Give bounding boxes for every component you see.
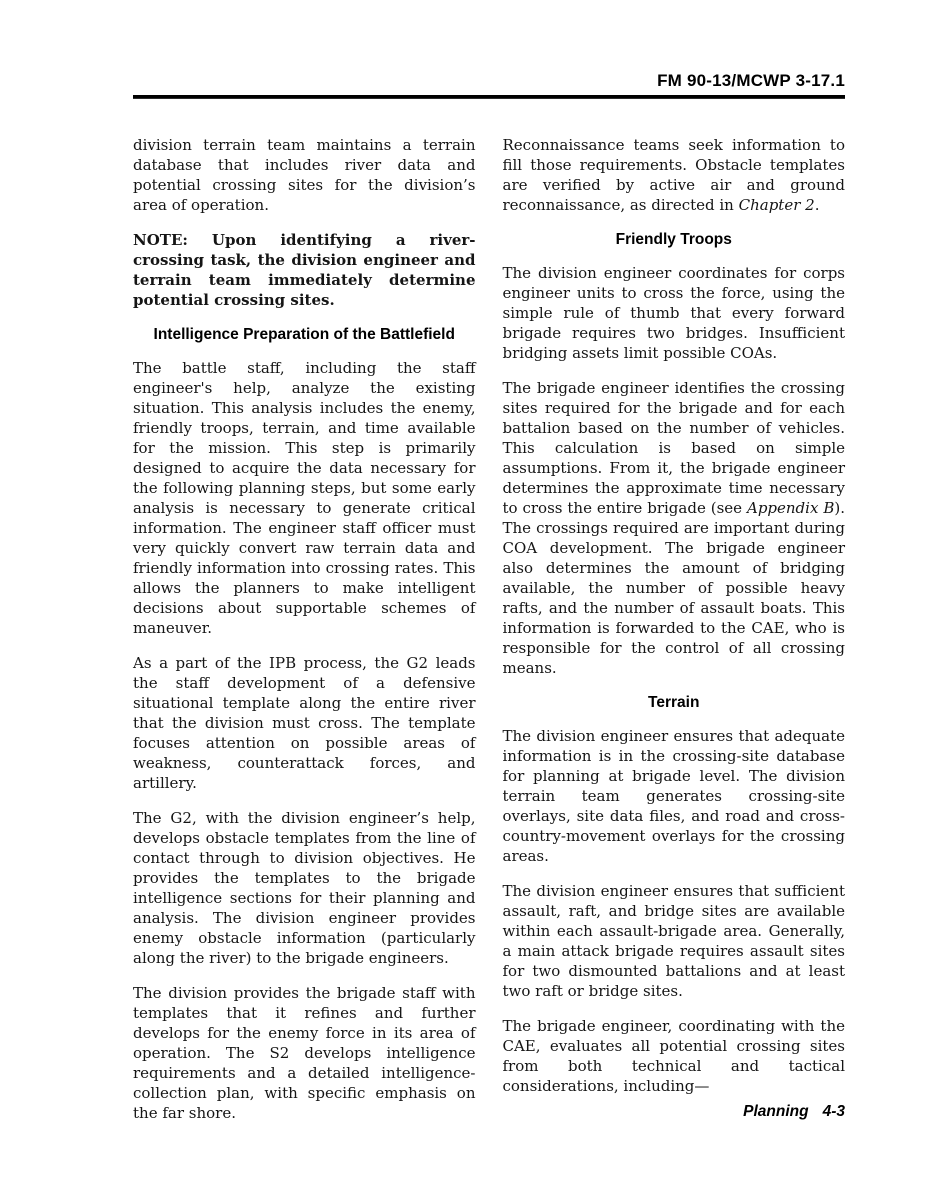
paragraph-text: .	[814, 196, 820, 214]
paragraph-reconnaissance	[503, 135, 846, 215]
note-label: NOTE:	[133, 231, 188, 249]
page-header	[133, 71, 845, 99]
note-text: Upon identifying a river-crossing task, the division engineer and terrain team immediately determine potential crossing sites.	[133, 231, 476, 309]
section-heading-terrain: Terrain	[648, 694, 700, 711]
paragraph-text: Reconnaissance teams seek information to fill those requirements. Obstacle templates are verified by active air and ground reconnaissance, as directed in	[502, 136, 845, 214]
page-footer	[743, 1103, 845, 1121]
header-rule	[133, 95, 845, 99]
paragraph-brigade-engineer	[503, 378, 846, 678]
section-heading-ipb: Intelligence Preparation of the Battlefield	[153, 326, 455, 343]
section-heading-friendly-troops: Friendly Troops	[615, 231, 732, 248]
paragraph-evaluates-sites: The brigade engineer, coordinating with the CAE, evaluates all potential crossing sites from both technical and tactical considerations, including—	[502, 1017, 845, 1095]
paragraph-assault-sites: The division engineer ensures that sufficient assault, raft, and bridge sites are available within each assault-brigade area. Generally, a main attack brigade requires assault sites for two dismounted battalions and at least two raft or bridge sites.	[502, 882, 845, 1000]
paragraph-ipb-process: As a part of the IPB process, the G2 leads the staff development of a defensive situational template along the entire river that the division must cross. The template focuses attention on possible areas of weakness, counterattack forces, and artillery.	[133, 654, 476, 792]
left-column	[133, 135, 476, 1138]
paragraph-text: The brigade engineer identifies the crossing sites required for the brigade and for each battalion based on the number of vehicles. This calculation is based on simple assumptions. From it, the brigade engineer determines the approximate time necessary to cross the entire brigade (see	[502, 379, 845, 517]
footer-section-title: Planning	[743, 1103, 809, 1120]
paragraph-division-templates: The division provides the brigade staff with templates that it refines and further develops for the enemy force in its area of operation. The S2 develops intelligence requirements and a detailed intelligence-collection plan, with specific emphasis on the far shore.	[133, 984, 476, 1122]
note-paragraph	[133, 230, 476, 310]
appendix-reference: Appendix B	[746, 499, 835, 517]
paragraph-text: ). The crossings required are important during COA development. The brigade engineer also determines the amount of bridging available, the number of possible heavy rafts, and the number of assault boats. This information is forwarded to the CAE, who is responsible for the control of all crossing means.	[502, 499, 845, 677]
footer-page-number: 4-3	[822, 1103, 845, 1120]
paragraph-continuation: division terrain team maintains a terrain database that includes river data and potential crossing sites for the division’s area of operation.	[133, 136, 476, 214]
chapter-reference: Chapter 2	[738, 196, 815, 214]
doc-number: FM 90-13/MCWP 3-17.1	[657, 71, 845, 90]
two-column-body	[133, 135, 845, 1138]
paragraph-crossing-site-database: The division engineer ensures that adequate information is in the crossing-site database for planning at brigade level. The division terrain team generates crossing-site overlays, site data files, and road and cross-country-movement overlays for the crossing areas.	[502, 727, 845, 865]
right-column	[503, 135, 846, 1138]
paragraph-obstacle-templates: The G2, with the division engineer’s help, develops obstacle templates from the line of contact through to division objectives. He provides the templates to the brigade intelligence sections for their planning and analysis. The division engineer provides enemy obstacle information (particularly along the river) to the brigade engineers.	[133, 809, 476, 967]
paragraph-battle-staff: The battle staff, including the staff engineer's help, analyze the existing situation. This analysis includes the enemy, friendly troops, terrain, and time available for the mission. This step is primarily designed to acquire the data necessary for the following planning steps, but some early analysis is necessary to generate critical information. The engineer staff officer must very quickly convert raw terrain data and friendly information into crossing rates. This allows the planners to make intelligent decisions about supportable schemes of maneuver.	[133, 359, 476, 637]
paragraph-corps-engineer: The division engineer coordinates for corps engineer units to cross the force, using the simple rule of thumb that every forward brigade requires two bridges. Insufficient bridging assets limit possible COAs.	[502, 264, 845, 362]
